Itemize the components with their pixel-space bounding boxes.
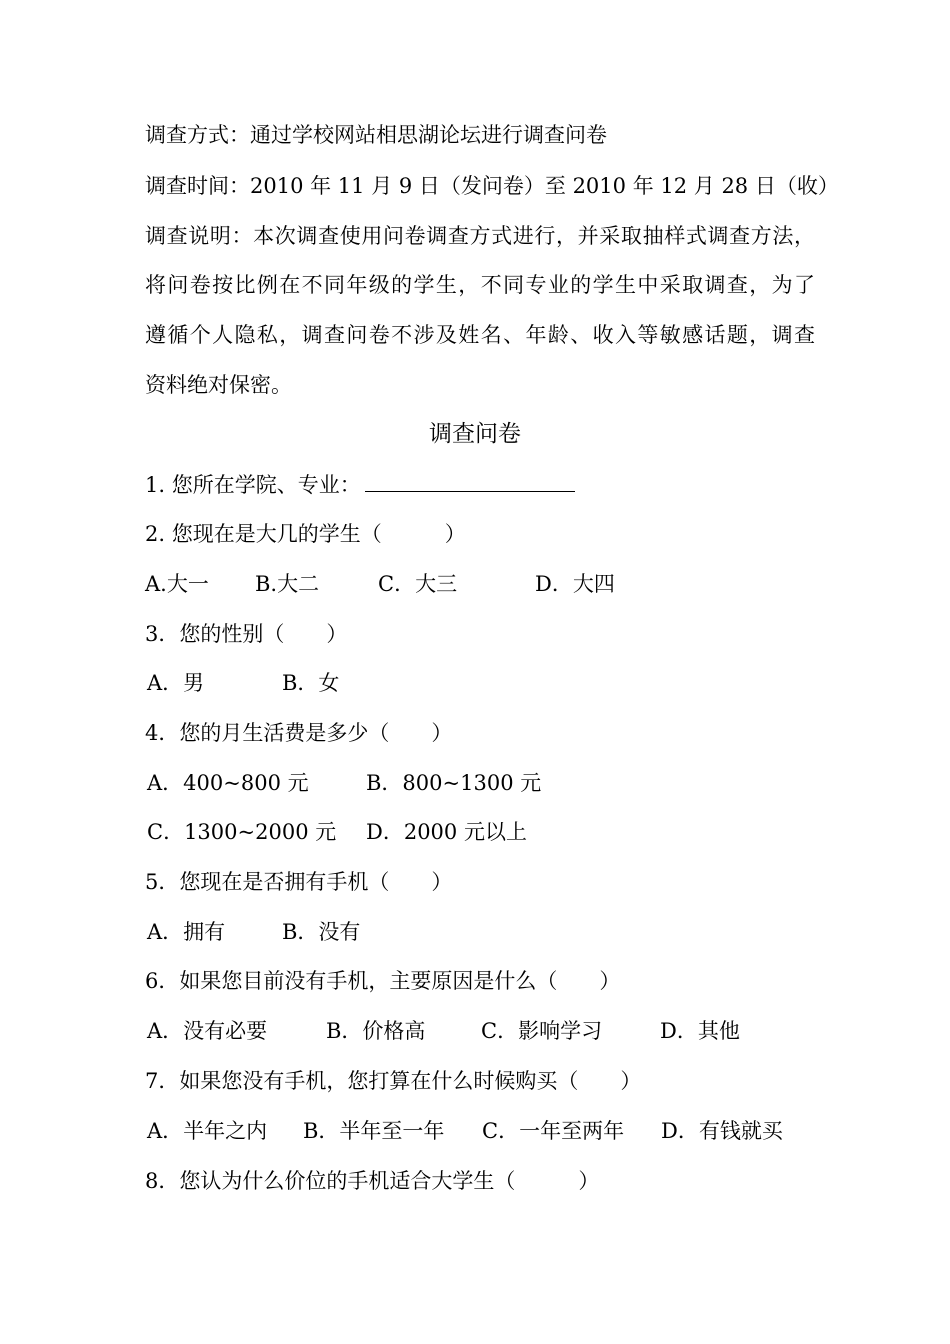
option-c: C．1300~2000 元 — [147, 820, 337, 844]
question-1-text: 1. 您所在学院、专业： — [145, 473, 361, 497]
survey-description-line-1: 调查说明：本次调查使用问卷调查方式进行，并采取抽样式调查方法， — [145, 224, 815, 248]
survey-description-line-4: 资料绝对保密。 — [145, 373, 292, 397]
option-d: D．有钱就买 — [661, 1119, 783, 1143]
option-d: D．2000 元以上 — [366, 820, 527, 844]
question-7: 7．如果您没有手机，您打算在什么时候购买（ ） — [145, 1069, 642, 1093]
survey-method: 调查方式：通过学校网站相思湖论坛进行调查问卷 — [145, 123, 607, 147]
option-b: B．半年至一年 — [303, 1119, 445, 1143]
question-5: 5．您现在是否拥有手机（ ） — [145, 870, 453, 894]
answer-blank — [365, 471, 575, 492]
option-d: D．其他 — [660, 1019, 740, 1043]
question-1 — [145, 470, 815, 500]
survey-description-line-2: 将问卷按比例在不同年级的学生，不同专业的学生中采取调查，为了 — [145, 273, 815, 297]
option-c: C．大三 — [378, 572, 458, 596]
option-a: A．半年之内 — [147, 1119, 268, 1143]
option-b: B．没有 — [282, 920, 361, 944]
option-b: B．800~1300 元 — [366, 771, 542, 795]
option-a: A．没有必要 — [147, 1019, 268, 1043]
question-3: 3．您的性别（ ） — [145, 622, 348, 646]
option-c: C．一年至两年 — [482, 1119, 625, 1143]
question-6: 6．如果您目前没有手机，主要原因是什么（ ） — [145, 969, 621, 993]
option-a: A．男 — [147, 671, 205, 695]
option-b: B．女 — [282, 671, 340, 695]
question-4: 4．您的月生活费是多少（ ） — [145, 721, 453, 745]
option-a: A．拥有 — [147, 920, 226, 944]
option-a: A．400~800 元 — [147, 771, 309, 795]
survey-description-line-3: 遵循个人隐私，调查问卷不涉及姓名、年龄、收入等敏感话题，调查 — [145, 323, 815, 347]
option-d: D．大四 — [535, 572, 615, 596]
question-2: 2. 您现在是大几的学生（ ） — [145, 522, 466, 546]
option-b: B.大二 — [255, 572, 320, 596]
option-b: B．价格高 — [326, 1019, 426, 1043]
option-a: A.大一 — [145, 572, 209, 596]
question-8: 8．您认为什么价位的手机适合大学生（ ） — [145, 1169, 600, 1193]
questionnaire-title: 调查问卷 — [429, 421, 521, 447]
survey-time: 调查时间：2010 年 11 月 9 日（发问卷）至 2010 年 12 月 28 日（收） — [145, 174, 839, 198]
option-c: C．影响学习 — [481, 1019, 603, 1043]
